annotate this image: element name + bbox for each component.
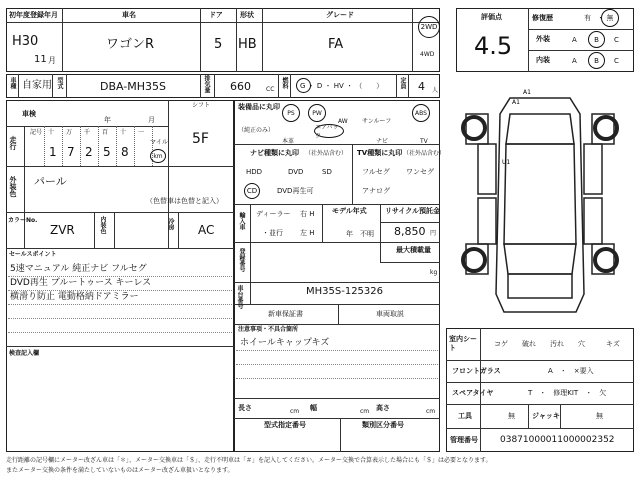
odometer-cell-divider xyxy=(98,126,99,166)
model-value: DBA-MH35S xyxy=(100,80,167,93)
capacity-value: 4 xyxy=(418,80,425,93)
odometer-cell-divider xyxy=(62,126,63,166)
model-year-label: モデル年式 xyxy=(332,207,367,215)
navi-title: ナビ種類に丸印 xyxy=(250,149,299,157)
mgmt-label: 管理番号 xyxy=(450,436,478,444)
import-label: 輸入車 xyxy=(238,212,245,230)
equipment-item-5 xyxy=(412,104,430,122)
ac-label: 冷房 xyxy=(167,218,174,230)
sales-points-label: セールスポイント xyxy=(9,251,57,258)
inspection-label: 車検 xyxy=(22,110,36,118)
navi-sd: SD xyxy=(322,168,332,176)
equipment-item-lower-4 xyxy=(420,130,428,146)
equipment-item-lower-3 xyxy=(376,130,388,146)
car-name-label: 車名 xyxy=(122,11,136,19)
odometer-digit: 8 xyxy=(121,145,129,159)
shift-value: 5F xyxy=(192,131,209,147)
repair-option-yes: 有 xyxy=(584,14,591,22)
equipment-item-2 xyxy=(308,104,326,122)
color-code-value: ZVR xyxy=(50,223,75,237)
seat-label: 室内シート xyxy=(449,335,477,353)
odometer-place-label: 記号 xyxy=(30,129,43,136)
equipment-title: 装備品に丸印 xyxy=(238,103,280,111)
sales-point-3: 横滑り防止 電動格納ドアミラー xyxy=(10,292,139,302)
mileage-label: 走行 xyxy=(9,136,17,150)
car-outline xyxy=(466,98,614,312)
equipment-item-label: PS xyxy=(287,109,295,117)
odometer-digit: 7 xyxy=(67,145,75,159)
reg-month-unit: 月 xyxy=(48,56,56,65)
odometer-place-label: 万 xyxy=(66,129,73,136)
manual-label: 車両取説 xyxy=(376,310,404,318)
glass-label: フロントガラス xyxy=(452,367,501,375)
inspector-label: 検査記入欄 xyxy=(9,350,40,357)
tools-value: 無 xyxy=(508,412,515,420)
diagram-mark-2: A1 xyxy=(512,99,520,106)
jack-value: 無 xyxy=(596,412,603,420)
class-label: 類別区分番号 xyxy=(362,421,404,429)
jack-label: ジャッキ xyxy=(532,412,560,420)
height-label: 高さ xyxy=(376,404,390,412)
sales-point-1: 5速マニュアル 純正ナビ フルセグ xyxy=(10,264,147,274)
exterior-grade-a: A xyxy=(572,36,577,44)
navi-dvd-play: DVD再生可 xyxy=(277,187,314,195)
inspection-year-unit: 年 xyxy=(104,116,111,124)
remarks-label: 注意事項・不具合箇所 xyxy=(238,326,299,333)
odometer-place-label: 千 xyxy=(84,129,91,136)
equipment-item-label: サンルーフ xyxy=(362,118,392,125)
fuel-options: G ・ D ・ HV ・ （ ） xyxy=(300,82,384,90)
seat-item: キズ xyxy=(606,340,620,348)
width-label: 幅 xyxy=(310,404,317,412)
tv-title: TV種類に丸印 xyxy=(357,149,403,157)
usage-label: 車種 xyxy=(9,77,16,89)
glass-value: A ・ ×要入 xyxy=(548,367,594,375)
spare-value: T ・ 修理KIT ・ 欠 xyxy=(528,389,607,397)
parallel-label: ・並行 xyxy=(262,229,283,237)
tv-fullseg: フルセグ xyxy=(362,168,390,176)
equipment-item-lower-1 xyxy=(282,130,294,146)
equipment-item-1 xyxy=(282,104,300,122)
spare-label: スペアタイヤ xyxy=(452,389,494,397)
odometer-place-label: 一 xyxy=(138,129,145,136)
model-year-value: 年 不明 xyxy=(346,230,374,238)
navi-hdd: HDD xyxy=(246,168,263,176)
chassis-label: 車台番号 xyxy=(236,285,243,309)
interior-grade-label: 内装 xyxy=(536,56,550,64)
exterior-grade-label: 外装 xyxy=(536,35,550,43)
odometer-digit: 1 xyxy=(49,145,57,159)
length-unit: cm xyxy=(290,408,300,415)
width-unit: cm xyxy=(360,408,370,415)
height-unit: cm xyxy=(426,408,436,415)
reg-year-label: 初年度登録年月 xyxy=(9,11,58,19)
seat-item: 破れ xyxy=(522,340,536,348)
score-label: 評価点 xyxy=(481,13,502,21)
model-label: 型式 xyxy=(56,77,63,89)
left-hand-label: 左 H xyxy=(300,229,315,237)
car-damage-diagram xyxy=(448,84,638,324)
tv-note: （社外品含む） xyxy=(403,150,446,157)
navi-cd-circle xyxy=(244,183,260,199)
shape-value: HB xyxy=(238,37,257,52)
exterior-label: 外装色 xyxy=(9,176,17,197)
repair-no-circle xyxy=(601,9,619,27)
diagram-mark-1: A1 xyxy=(523,89,531,96)
footer-note-1: 走行距離の記号欄にメーター改ざん車は「＊」、メーター交換車は「＄」、走行不明車は「＃」を記入してください。メーター交換で合算表示した場合にも「＄」は必要となります。 xyxy=(6,457,492,464)
exterior-grade-b: B xyxy=(594,35,599,44)
interior-grade-b: B xyxy=(594,56,599,65)
reg-number-label: 登録番号 xyxy=(238,248,245,272)
mile-label: マイル xyxy=(150,139,168,146)
dealer-label: ディーラー xyxy=(256,210,291,218)
repair-option-no: 無 xyxy=(606,14,614,22)
new-warranty-label: 新車保証書 xyxy=(268,310,303,318)
exterior-grade-c: C xyxy=(614,36,619,44)
exterior-grade-b-circle xyxy=(588,31,605,48)
navi-note: （社外品含む） xyxy=(305,150,348,157)
tv-oneseg: ワンセグ xyxy=(406,168,434,176)
capacity-unit: 人 xyxy=(432,87,439,94)
type-cert-label: 型式指定番号 xyxy=(264,421,306,429)
displacement-label: 排気量 xyxy=(203,75,210,93)
odometer-cell-divider xyxy=(134,126,135,166)
inspection-month-unit: 月 xyxy=(148,116,155,124)
equipment-item-label: ABS xyxy=(415,109,427,117)
repair-separator: ・ xyxy=(597,14,604,22)
navi-dvd: DVD xyxy=(288,168,304,176)
equipment-item-label: TV xyxy=(420,138,428,145)
seat-item: 穴 xyxy=(578,340,585,348)
diagram-mark-3: U1 xyxy=(502,159,511,166)
odometer-digit: 2 xyxy=(85,145,93,159)
score-value: 4.5 xyxy=(474,32,513,60)
door-label: ドア xyxy=(209,11,223,19)
odometer-place-label: 百 xyxy=(102,129,109,136)
displacement-value: 660 xyxy=(230,80,251,93)
right-hand-label: 右 H xyxy=(300,210,315,218)
remarks-value: ホイールキャップキズ xyxy=(240,338,330,348)
drive-2wd: 2WD xyxy=(420,23,438,31)
color-code-label: カラーNo. xyxy=(8,217,38,224)
drive-2wd-circle xyxy=(418,16,440,38)
equipment-item-label: AW xyxy=(338,118,348,125)
door-value: 5 xyxy=(214,37,223,52)
interior-label: 内装色 xyxy=(99,216,106,234)
reg-month-value: 11 xyxy=(34,54,47,65)
odometer-place-label: 十 xyxy=(120,129,127,136)
grade-label: グレード xyxy=(326,11,354,19)
footer-note-2: またメーター交換の条件を満たしていないものはメーター改ざん車扱いとなります。 xyxy=(6,467,234,474)
color-change-note: （色替車は色替と記入） xyxy=(146,197,223,205)
reg-year-value: H30 xyxy=(12,34,39,49)
odometer-cell-divider xyxy=(44,126,45,166)
recycle-yen: 円 xyxy=(430,230,437,237)
length-label: 長さ xyxy=(238,404,252,412)
ac-value: AC xyxy=(198,223,215,237)
equipment-item-label: 本革 xyxy=(282,138,295,145)
header-block xyxy=(6,8,440,72)
odometer-cell-divider xyxy=(80,126,81,166)
shift-label: シフト xyxy=(192,102,211,109)
shape-label: 形状 xyxy=(240,11,254,19)
seat-item: 汚れ xyxy=(550,340,564,348)
seat-item: コゲ xyxy=(494,340,508,348)
sales-point-2: DVD再生 ブルートゥース キーレス xyxy=(10,278,152,288)
fuel-selected-circle xyxy=(296,78,311,93)
repair-label: 修復歴 xyxy=(532,14,553,22)
usage-value: 自家用 xyxy=(22,80,52,91)
km-circle xyxy=(150,149,166,163)
capacity-label: 定員 xyxy=(399,77,406,89)
cc-unit: CC xyxy=(266,86,275,93)
recycle-label: リサイクル預託金 xyxy=(385,207,441,215)
max-load-label: 最大積載量 xyxy=(396,246,431,254)
tools-label: 工具 xyxy=(458,412,472,420)
odometer-cell-divider xyxy=(116,126,117,166)
chassis-number: MH35S-125326 xyxy=(306,286,384,297)
equipment-item-label: ナビ xyxy=(376,138,389,145)
interior-grade-a: A xyxy=(572,57,577,65)
navi-cd: CD xyxy=(246,187,258,195)
equipment-item-lower-2 xyxy=(314,124,344,138)
recycle-value: 8,850 xyxy=(394,225,426,238)
equipment-note: （純正のみ） xyxy=(238,127,275,134)
equipment-item-4 xyxy=(362,110,391,126)
fuel-label: 燃料 xyxy=(281,77,288,89)
max-load-unit: kg xyxy=(430,269,438,276)
km-label: km xyxy=(153,152,163,160)
equipment-item-label: PW xyxy=(312,109,322,117)
tv-analog: アナログ xyxy=(362,187,390,195)
grade-value: FA xyxy=(328,37,344,52)
odometer-digit: 5 xyxy=(103,145,111,159)
exterior-color-value: パール xyxy=(34,175,67,188)
equipment-item-label: エアバック xyxy=(315,124,339,140)
interior-grade-b-circle xyxy=(588,52,605,69)
drive-4wd: 4WD xyxy=(420,51,435,58)
interior-grade-c: C xyxy=(614,57,619,65)
odometer-place-label: 十 xyxy=(48,129,55,136)
car-name-value: ワゴンR xyxy=(106,37,155,52)
mgmt-number: 03871000011000002352 xyxy=(500,435,615,445)
